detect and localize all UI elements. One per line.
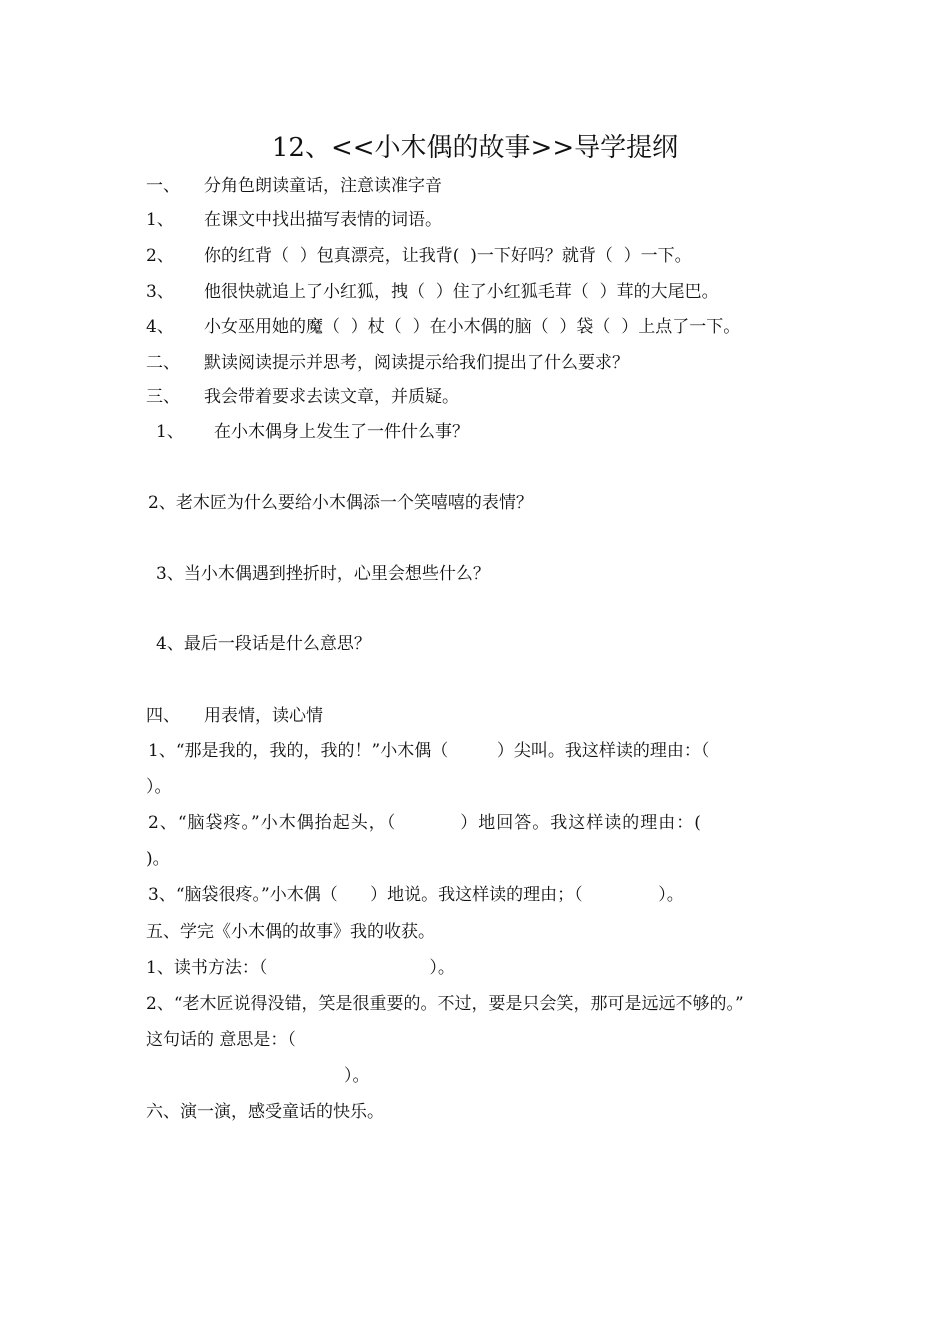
section4-item-1-line-1: 1、“那是我的，我的，我的！”小木偶（ ）尖叫。我这样读的理由：（ (148, 741, 710, 761)
item-number: 2、 (146, 246, 174, 266)
section2-heading (146, 351, 629, 375)
section5-heading: 五、学完《小木偶的故事》我的收获。 (146, 922, 435, 942)
section4-marker: 四、 (146, 706, 180, 726)
section4-item-1-line-2: ）。 (146, 777, 172, 797)
section3-question-2: 2、老木匠为什么要给小木偶添一个笑嘻嘻的表情？ (148, 493, 533, 513)
section2-heading-text: 默读阅读提示并思考，阅读提示给我们提出了什么要求？ (204, 353, 629, 373)
item-number: 4、 (146, 317, 174, 337)
section3-question-4: 4、最后一段话是什么意思？ (156, 634, 371, 654)
item-number: 1、 (146, 210, 174, 230)
section4-heading (146, 704, 323, 728)
item-text: 小女巫用她的魔（ ）杖（ ）在小木偶的脑（ ）袋（ ）上点了一下。 (204, 317, 741, 337)
section1-heading (146, 174, 442, 198)
section1-heading-text: 分角色朗读童话，注意读准字音 (204, 176, 442, 196)
section6-heading: 六、演一演，感受童话的快乐。 (146, 1102, 384, 1122)
section4-heading-text: 用表情，读心情 (204, 706, 323, 726)
section2-marker: 二、 (146, 353, 180, 373)
section3-heading (146, 385, 459, 409)
section4-item-2-line-1: 2、“脑袋疼。”小木偶抬起头，（ ）地回答。我这样读的理由：( (148, 813, 702, 833)
section1-item-4 (146, 315, 740, 339)
section1-marker: 一、 (146, 176, 180, 196)
section4-item-3: 3、“脑袋很疼。”小木偶（ ）地说。我这样读的理由；（ ）。 (148, 885, 684, 905)
section5-item-1: 1、读书方法：（ ）。 (146, 958, 455, 978)
section4-item-2-line-2: )。 (146, 849, 170, 869)
section5-item-2-line-2: 这句话的 意思是：（ (146, 1030, 296, 1050)
section5-item-2-line-3: ）。 (344, 1066, 370, 1086)
section1-item-2 (146, 244, 692, 268)
section3-question-1 (156, 420, 469, 444)
question-text: 在小木偶身上发生了一件什么事？ (214, 422, 469, 442)
question-number: 1、 (156, 422, 184, 442)
section5-item-2-line-1: 2、“老木匠说得没错，笑是很重要的。不过，要是只会笑，那可是远远不够的。” (146, 994, 744, 1014)
item-text: 在课文中找出描写表情的词语。 (204, 210, 442, 230)
item-text: 你的红背（ ）包真漂亮，让我背( )一下好吗？就背（ ）一下。 (204, 246, 692, 266)
section3-heading-text: 我会带着要求去读文章，并质疑。 (204, 387, 459, 407)
section1-item-3 (146, 280, 719, 304)
section3-question-3: 3、当小木偶遇到挫折时，心里会想些什么？ (156, 564, 490, 584)
section1-item-1 (146, 208, 442, 232)
item-text: 他很快就追上了小红狐，拽（ ）住了小红狐毛茸（ ）茸的大尾巴。 (204, 282, 719, 302)
page-title: 12、<<小木偶的故事>>导学提纲 (271, 133, 679, 163)
item-number: 3、 (146, 282, 174, 302)
section3-marker: 三、 (146, 387, 180, 407)
